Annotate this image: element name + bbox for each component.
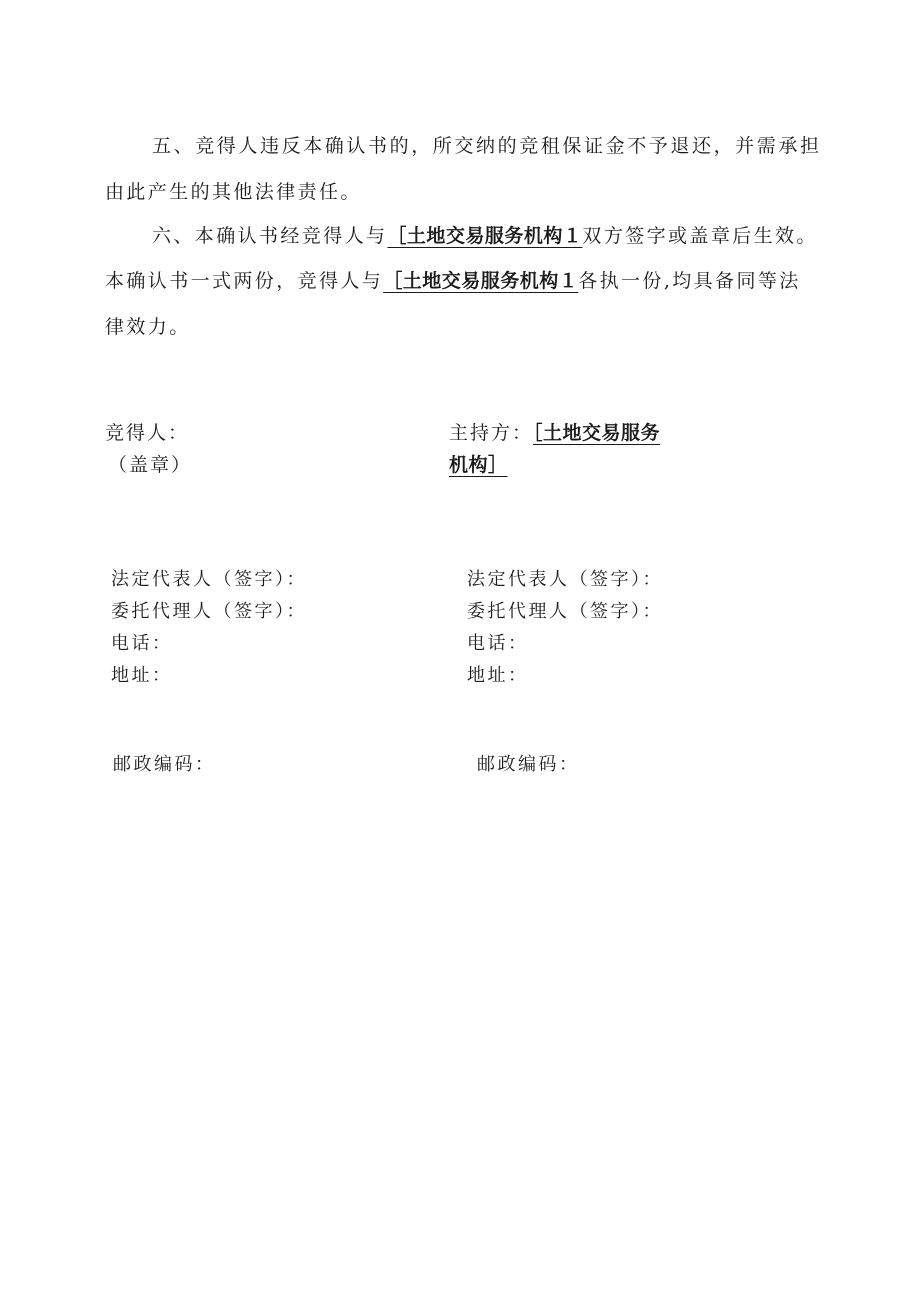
clause-6-line-1: [152, 221, 818, 248]
right-address: 地址：: [467, 665, 529, 686]
left-postcode: 邮政编码：: [113, 754, 216, 775]
clause-6-text-a: 六、本确认书经竞得人与: [152, 225, 388, 247]
clause-6-text-d: 各执一份,均具备同等法: [578, 270, 801, 292]
clause-6-org-placeholder: ［土地交易服务机构１: [387, 225, 583, 247]
host-label: 主持方：: [449, 422, 534, 444]
clause-5-line-2: 由此产生的其他法律责任。: [105, 181, 362, 203]
clause-6-line-3: 律效力。: [105, 316, 191, 338]
host-label-line: [449, 418, 660, 445]
right-agent: 委托代理人（签字）：: [467, 601, 663, 622]
right-legal-rep: 法定代表人（签字）：: [467, 569, 663, 590]
left-address: 地址：: [111, 665, 173, 686]
host-org-line-2: [449, 450, 508, 477]
bidder-label: 竞得人：: [105, 422, 190, 444]
seal-note: （盖章）: [108, 454, 193, 476]
clause-6-text-b: 双方签字或盖章后生效。: [582, 225, 818, 247]
host-org-placeholder-2: 机构］: [449, 454, 508, 476]
left-agent: 委托代理人（签字）：: [111, 601, 307, 622]
clause-6-org-placeholder-2: ［土地交易服务机构１: [383, 270, 579, 292]
clause-6-line-2: [105, 266, 801, 293]
clause-6-text-c: 本确认书一式两份，竞得人与: [105, 270, 384, 292]
left-phone: 电话：: [111, 633, 173, 654]
right-phone: 电话：: [467, 633, 529, 654]
right-postcode: 邮政编码：: [477, 754, 580, 775]
clause-5-line-1: 五、竞得人违反本确认书的，所交纳的竞租保证金不予退还，并需承担: [152, 135, 822, 157]
host-org-placeholder-1: ［土地交易服务: [533, 422, 661, 444]
left-legal-rep: 法定代表人（签字）：: [111, 569, 307, 590]
